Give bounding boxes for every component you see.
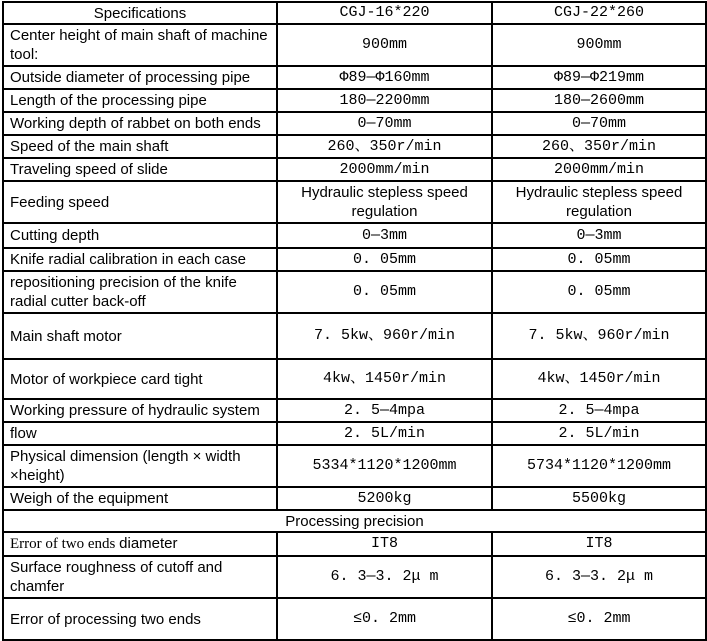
table-row-flow <box>3 422 706 445</box>
table-row-cutting-depth <box>3 223 706 248</box>
row-label-repositioning-precision: repositioning precision of the knife radial cutter back-off <box>3 271 277 313</box>
row-label-card-tight-motor: Motor of workpiece card tight <box>3 359 277 399</box>
table-row-main-shaft-speed <box>3 135 706 158</box>
value-cutting-depth-cgj22: 0—3mm <box>492 223 706 248</box>
value-cutting-depth-cgj16: 0—3mm <box>277 223 492 248</box>
row-label-feeding-speed: Feeding speed <box>3 181 277 223</box>
value-slide-speed-cgj16: 2000mm/min <box>277 158 492 181</box>
table-row-main-shaft-motor <box>3 313 706 359</box>
row-label-surface-roughness: Surface roughness of cutoff and chamfer <box>3 556 277 598</box>
value-center-height-cgj22: 900mm <box>492 24 706 66</box>
value-flow-cgj22: 2. 5L/min <box>492 422 706 445</box>
value-main-shaft-speed-cgj16: 260、350r/min <box>277 135 492 158</box>
table-row-physical-dimension <box>3 445 706 487</box>
row-label-sans-part: diameter <box>119 535 178 552</box>
column-header-model-cgj16: CGJ-16*220 <box>277 2 492 24</box>
row-label-serif-part: Error of two ends <box>10 536 120 552</box>
value-surface-roughness-cgj22: 6. 3—3. 2μ m <box>492 556 706 598</box>
table-row-equipment-weight <box>3 487 706 510</box>
value-knife-calibration-cgj22: 0. 05mm <box>492 248 706 271</box>
table-row-processing-two-ends-error <box>3 598 706 640</box>
value-flow-cgj16: 2. 5L/min <box>277 422 492 445</box>
value-physical-dimension-cgj22: 5734*1120*1200mm <box>492 445 706 487</box>
table-row-pipe-length <box>3 89 706 112</box>
table-section-row-processing-precision <box>3 510 706 532</box>
value-knife-calibration-cgj16: 0. 05mm <box>277 248 492 271</box>
row-label-center-height: Center height of main shaft of machine tool: <box>3 24 277 66</box>
table-row-hydraulic-pressure <box>3 399 706 422</box>
value-physical-dimension-cgj16: 5334*1120*1200mm <box>277 445 492 487</box>
value-hydraulic-pressure-cgj16: 2. 5—4mpa <box>277 399 492 422</box>
value-main-shaft-motor-cgj16: 7. 5kw、960r/min <box>277 313 492 359</box>
column-header-specifications: Specifications <box>3 2 277 24</box>
value-equipment-weight-cgj16: 5200kg <box>277 487 492 510</box>
value-feeding-speed-cgj22: Hydraulic stepless speed regulation <box>492 181 706 223</box>
row-label-two-ends-diameter-error <box>3 532 277 556</box>
value-feeding-speed-cgj16: Hydraulic stepless speed regulation <box>277 181 492 223</box>
value-rabbet-depth-cgj16: 0—70mm <box>277 112 492 135</box>
row-label-cutting-depth: Cutting depth <box>3 223 277 248</box>
table-row-slide-speed <box>3 158 706 181</box>
table-row-center-height <box>3 24 706 66</box>
value-rabbet-depth-cgj22: 0—70mm <box>492 112 706 135</box>
table-row-two-ends-diameter-error <box>3 532 706 556</box>
value-outside-diameter-cgj16: Φ89—Φ160mm <box>277 66 492 89</box>
row-label-flow: flow <box>3 422 277 445</box>
row-label-equipment-weight: Weigh of the equipment <box>3 487 277 510</box>
section-header-processing-precision: Processing precision <box>3 510 706 532</box>
value-slide-speed-cgj22: 2000mm/min <box>492 158 706 181</box>
row-label-slide-speed: Traveling speed of slide <box>3 158 277 181</box>
row-label-outside-diameter: Outside diameter of processing pipe <box>3 66 277 89</box>
table-row-feeding-speed <box>3 181 706 223</box>
table-row-knife-calibration <box>3 248 706 271</box>
value-two-ends-diameter-error-cgj22: IT8 <box>492 532 706 556</box>
value-processing-two-ends-error-cgj22: ≤0. 2mm <box>492 598 706 640</box>
table-row-repositioning-precision <box>3 271 706 313</box>
value-repositioning-precision-cgj16: 0. 05mm <box>277 271 492 313</box>
table-row-surface-roughness <box>3 556 706 598</box>
table-row-outside-diameter <box>3 66 706 89</box>
value-two-ends-diameter-error-cgj16: IT8 <box>277 532 492 556</box>
value-main-shaft-speed-cgj22: 260、350r/min <box>492 135 706 158</box>
table-header-row <box>3 2 706 24</box>
value-repositioning-precision-cgj22: 0. 05mm <box>492 271 706 313</box>
row-label-physical-dimension: Physical dimension (length × width ×height) <box>3 445 277 487</box>
row-label-processing-two-ends-error: Error of processing two ends <box>3 598 277 640</box>
row-label-rabbet-depth: Working depth of rabbet on both ends <box>3 112 277 135</box>
table-row-card-tight-motor <box>3 359 706 399</box>
value-center-height-cgj16: 900mm <box>277 24 492 66</box>
value-outside-diameter-cgj22: Φ89—Φ219mm <box>492 66 706 89</box>
value-equipment-weight-cgj22: 5500kg <box>492 487 706 510</box>
specifications-table <box>2 1 707 641</box>
value-surface-roughness-cgj16: 6. 3—3. 2μ m <box>277 556 492 598</box>
value-processing-two-ends-error-cgj16: ≤0. 2mm <box>277 598 492 640</box>
row-label-main-shaft-motor: Main shaft motor <box>3 313 277 359</box>
value-pipe-length-cgj22: 180—2600mm <box>492 89 706 112</box>
column-header-model-cgj22: CGJ-22*260 <box>492 2 706 24</box>
value-card-tight-motor-cgj16: 4kw、1450r/min <box>277 359 492 399</box>
value-hydraulic-pressure-cgj22: 2. 5—4mpa <box>492 399 706 422</box>
row-label-main-shaft-speed: Speed of the main shaft <box>3 135 277 158</box>
value-main-shaft-motor-cgj22: 7. 5kw、960r/min <box>492 313 706 359</box>
value-card-tight-motor-cgj22: 4kw、1450r/min <box>492 359 706 399</box>
row-label-knife-calibration: Knife radial calibration in each case <box>3 248 277 271</box>
row-label-pipe-length: Length of the processing pipe <box>3 89 277 112</box>
table-row-rabbet-depth <box>3 112 706 135</box>
row-label-hydraulic-pressure: Working pressure of hydraulic system <box>3 399 277 422</box>
value-pipe-length-cgj16: 180—2200mm <box>277 89 492 112</box>
